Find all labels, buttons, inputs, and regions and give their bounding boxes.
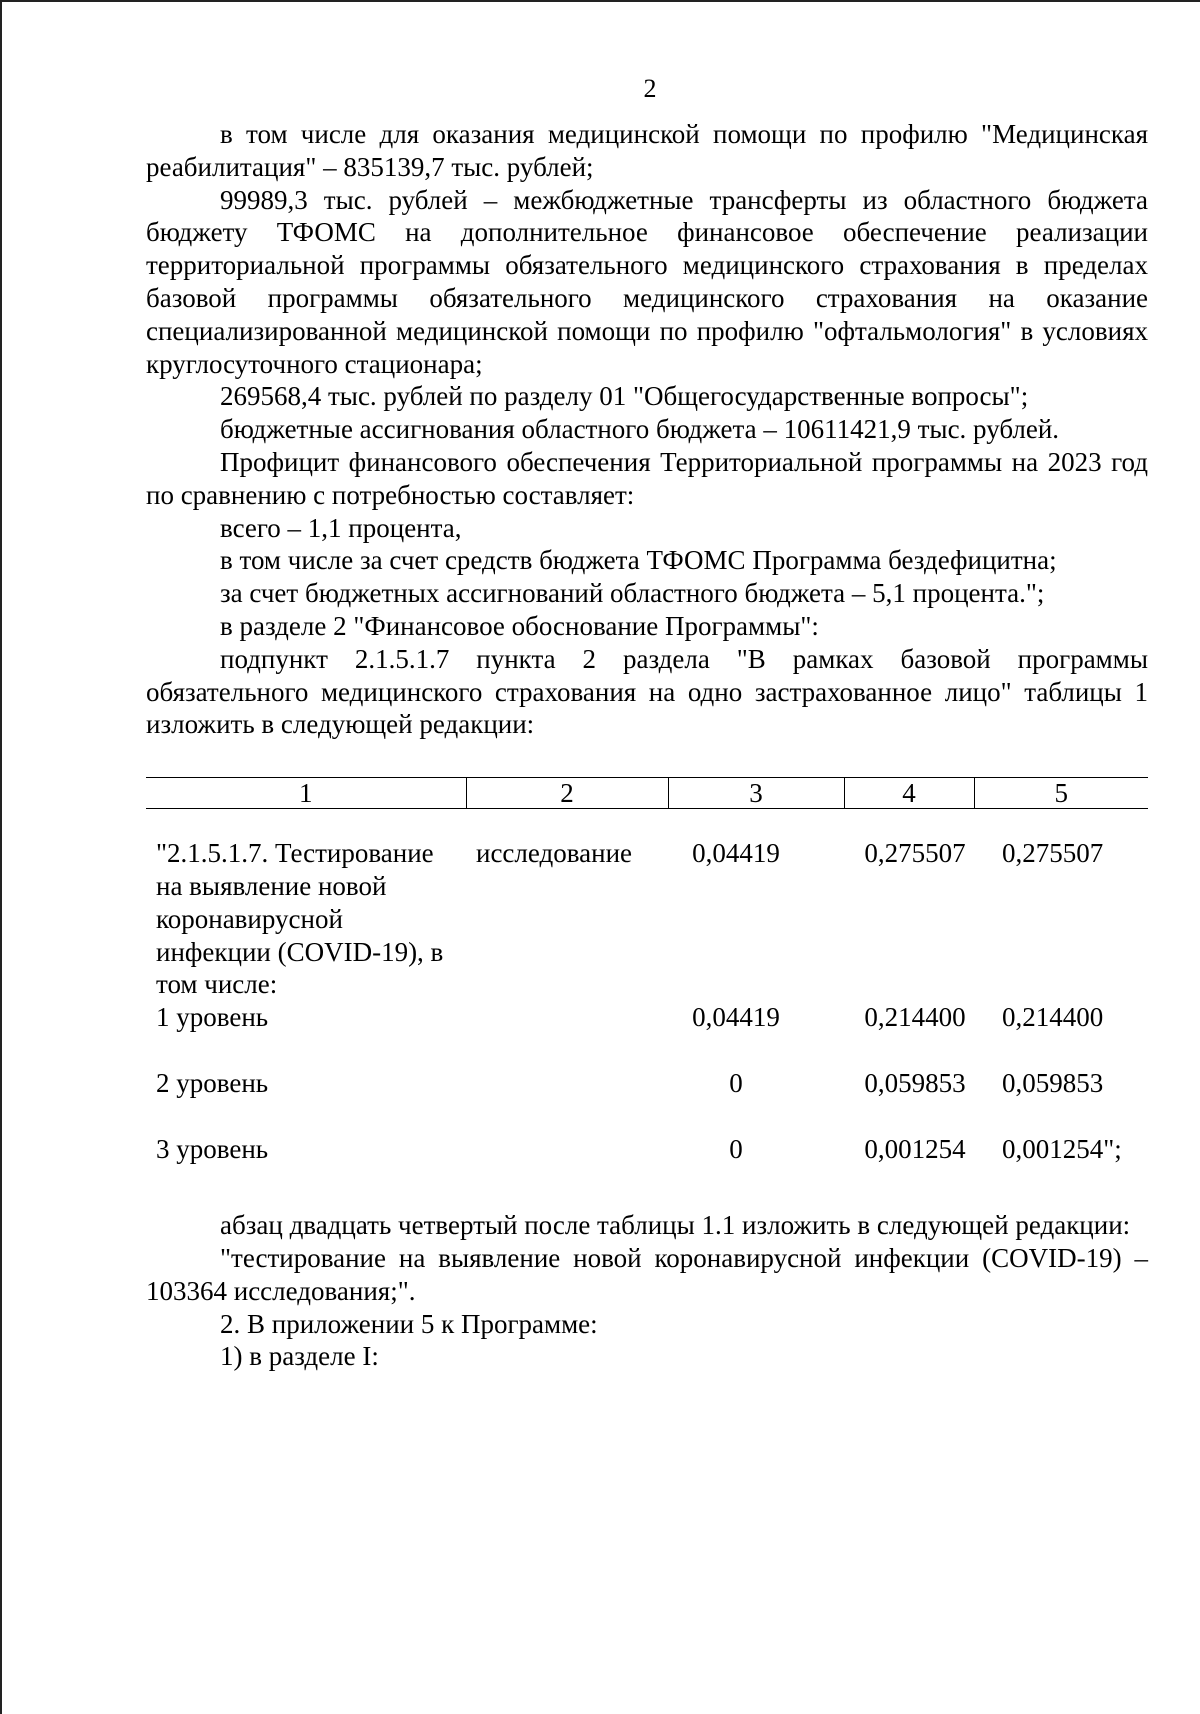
row-value-4: 0,001254 <box>864 1134 966 1165</box>
table-row <box>146 1067 1148 1133</box>
row-unit <box>466 1067 668 1133</box>
paragraph-section-i: 1) в разделе I: <box>220 1341 379 1372</box>
table-row <box>146 1133 1148 1199</box>
row-value-3: 0,04419 <box>692 1002 780 1033</box>
paragraph-total: всего – 1,1 процента, <box>220 512 462 543</box>
paragraph-section-01: 269568,4 тыс. рублей по разделу 01 "Общегосударственные вопросы"; <box>220 381 1029 412</box>
row-value-4: 0,214400 <box>864 1002 966 1033</box>
row-value-3: 0 <box>729 1134 743 1165</box>
row-value-3: 0,04419 <box>692 838 780 869</box>
data-table <box>146 777 1148 1199</box>
row-value-5: 0,059853 <box>1002 1068 1104 1099</box>
row-label: 2 уровень <box>156 1068 269 1099</box>
table-header-cell: 1 <box>146 778 466 809</box>
paragraph-regional: за счет бюджетных ассигнований областного бюджета – 5,1 процента."; <box>220 578 1045 609</box>
page-number: 2 <box>643 74 657 103</box>
row-value-3: 0 <box>729 1068 743 1099</box>
paragraph-subclause: подпункт 2.1.5.1.7 пункта 2 раздела "В рамках базовой программы обязательного медицинского страхования на одно застрахованное лицо" таблицы 1 изложить в следующей редакции: <box>146 643 1148 740</box>
table-header-cell: 5 <box>974 778 1148 809</box>
paragraph-section-2: в разделе 2 "Финансовое обоснование Программы": <box>220 610 819 641</box>
table-header-cell: 4 <box>844 778 974 809</box>
table-header-cell: 3 <box>668 778 844 809</box>
table-header-row <box>146 778 1148 809</box>
row-label: "2.1.5.1.7. Тестирование на выявление новой коронавирусной инфекции (COVID-19), в том числе: <box>156 838 444 1000</box>
table-spacer <box>146 809 1148 838</box>
paragraph-appendix-5: 2. В приложении 5 к Программе: <box>220 1308 598 1339</box>
paragraph-transfers: 99989,3 тыс. рублей – межбюджетные трансферты из областного бюджета бюджету ТФОМС на дополнительное финансовое обеспечение реализации территориальной программы обязательного медицинского страхования в пределах базовой программы обязательного медицинского страхования на оказание специализированной медицинской помощи по профилю "офтальмология" в условиях круглосуточного стационара; <box>146 184 1148 379</box>
table-row <box>146 837 1148 1001</box>
row-value-4: 0,275507 <box>864 838 966 869</box>
table-header-cell: 2 <box>466 778 668 809</box>
row-value-4: 0,059853 <box>864 1068 966 1099</box>
row-label: 3 уровень <box>156 1134 269 1165</box>
paragraph-surplus: Профицит финансового обеспечения Территориальной программы на 2023 год по сравнению с потребностью составляет: <box>146 446 1148 510</box>
row-value-5: 0,275507 <box>1002 838 1104 869</box>
row-value-5: 0,001254"; <box>1002 1134 1122 1165</box>
table-row <box>146 1001 1148 1067</box>
row-unit: исследование <box>476 838 633 869</box>
paragraph-budget-allocations: бюджетные ассигнования областного бюджета – 10611421,9 тыс. рублей. <box>220 414 1060 445</box>
row-unit <box>466 1001 668 1067</box>
row-unit <box>466 1133 668 1199</box>
document-body <box>146 118 1148 1373</box>
paragraph-abzac: абзац двадцать четвертый после таблицы 1.1 изложить в следующей редакции: <box>220 1210 1131 1241</box>
paragraph-tfoms: в том числе за счет средств бюджета ТФОМС Программа бездефицитна; <box>220 545 1057 576</box>
row-value-5: 0,214400 <box>1002 1002 1104 1033</box>
paragraph-testing: "тестирование на выявление новой коронавирусной инфекции (COVID-19) – 103364 исследования;". <box>146 1242 1148 1306</box>
paragraph-rehab: в том числе для оказания медицинской помощи по профилю "Медицинская реабилитация" – 835139,7 тыс. рублей; <box>146 119 1148 182</box>
row-label: 1 уровень <box>156 1002 269 1033</box>
